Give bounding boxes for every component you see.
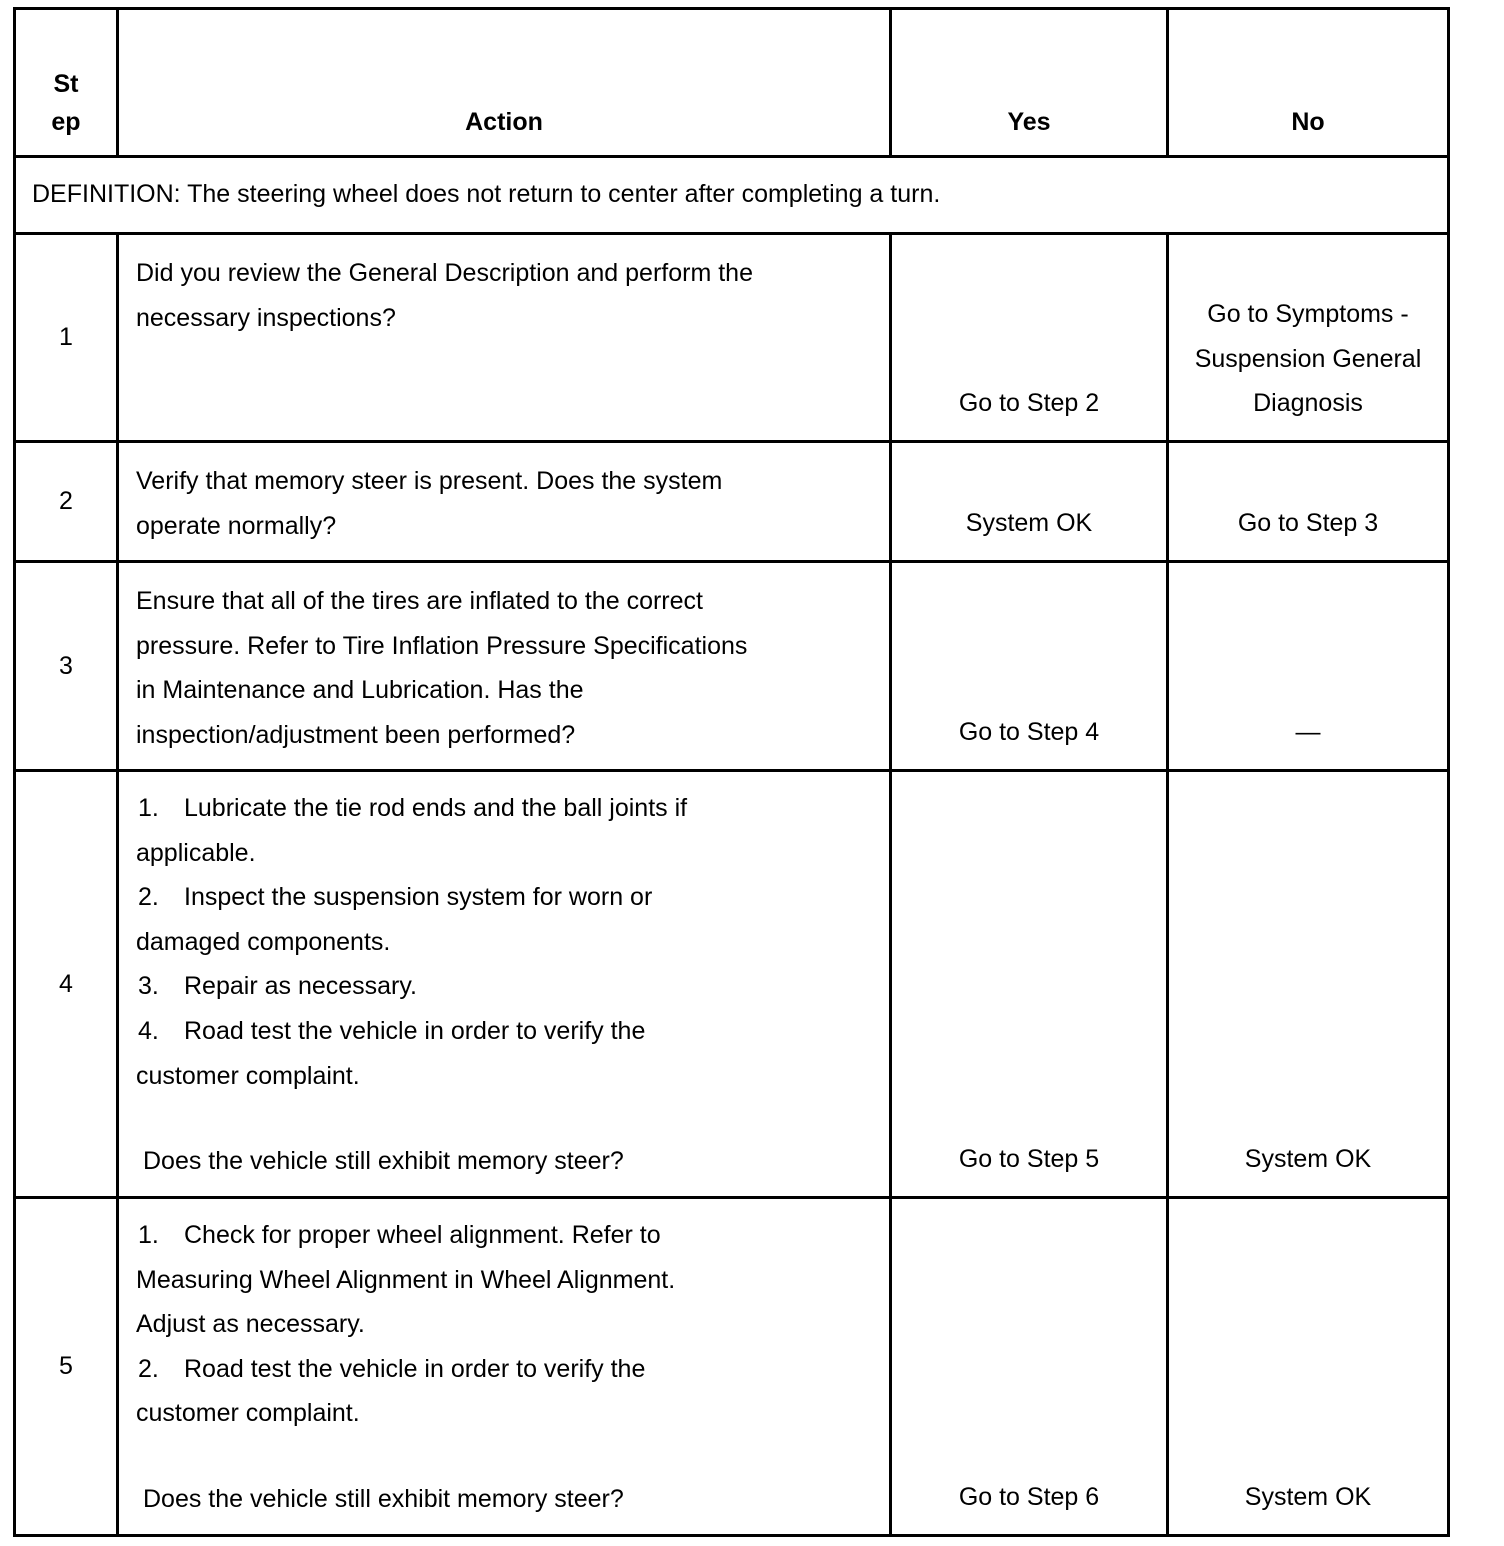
diagnostic-table [13, 7, 1450, 1537]
step-number: 2 [16, 443, 119, 560]
action-line: operate normally? [136, 511, 337, 540]
list-item: 4. Road test the vehicle in order to verify the [138, 1016, 646, 1045]
list-item: 2. Inspect the suspension system for worn or [138, 883, 653, 912]
header-yes: Yes [892, 10, 1169, 155]
no-result: System OK [1244, 1483, 1372, 1512]
action-line: in Maintenance and Lubrication. Has the [136, 676, 584, 705]
action-line: pressure. Refer to Tire Inflation Pressure Specifications [136, 631, 748, 660]
action-cell [119, 563, 892, 769]
action-line: Ensure that all of the tires are inflated to the correct [136, 587, 703, 615]
list-item-continued: customer complaint. [136, 1061, 360, 1090]
list-item-continued: customer complaint. [136, 1399, 360, 1428]
no-result: — [1295, 718, 1321, 747]
action-line: Verify that memory steer is present. Does the system [136, 467, 723, 495]
step-number: 1 [16, 235, 119, 440]
table-row [13, 232, 1450, 440]
action-cell [119, 235, 892, 440]
definition-row [13, 155, 1450, 232]
table-row [13, 1196, 1450, 1537]
header-row [13, 7, 1450, 155]
list-item: 2. Road test the vehicle in order to verify the [138, 1354, 646, 1383]
yes-result: Go to Step 5 [892, 772, 1169, 1196]
list-item-continued: Adjust as necessary. [136, 1310, 365, 1339]
table-row [13, 440, 1450, 560]
table-row [13, 560, 1450, 769]
yes-result: System OK [892, 443, 1169, 560]
action-cell [119, 1199, 892, 1534]
yes-result: Go to Step 4 [892, 563, 1169, 769]
question-text: Does the vehicle still exhibit memory steer? [143, 1147, 624, 1176]
header-no: No [1291, 108, 1325, 136]
action-line: necessary inspections? [136, 303, 396, 332]
list-item-continued: Measuring Wheel Alignment in Wheel Alignment. [136, 1265, 676, 1294]
action-line: inspection/adjustment been performed? [136, 720, 576, 749]
yes-result: Go to Step 6 [892, 1199, 1169, 1534]
header-action: Action [119, 10, 892, 155]
question-text: Does the vehicle still exhibit memory steer? [143, 1484, 624, 1513]
no-result: System OK [1244, 1145, 1372, 1174]
step-number: 4 [16, 772, 119, 1196]
no-result: Go to Symptoms - Suspension General Diagnosis [1194, 300, 1422, 418]
action-line: Did you review the General Description and perform the [136, 259, 753, 287]
table-row [13, 769, 1450, 1196]
list-item-continued: applicable. [136, 838, 256, 867]
action-cell [119, 772, 892, 1196]
step-number: 5 [16, 1199, 119, 1534]
list-item-continued: damaged components. [136, 927, 391, 956]
action-cell [119, 443, 892, 560]
definition-text: DEFINITION: The steering wheel does not return to center after completing a turn. [32, 180, 941, 208]
yes-result: Go to Step 2 [892, 235, 1169, 440]
list-item: 1. Lubricate the tie rod ends and the ball joints if [138, 794, 688, 822]
no-result: Go to Step 3 [1237, 509, 1379, 538]
list-item: 3. Repair as necessary. [138, 972, 417, 1001]
header-step: St ep [16, 10, 119, 155]
step-number: 3 [16, 563, 119, 769]
list-item: 1. Check for proper wheel alignment. Refer to [138, 1221, 661, 1249]
